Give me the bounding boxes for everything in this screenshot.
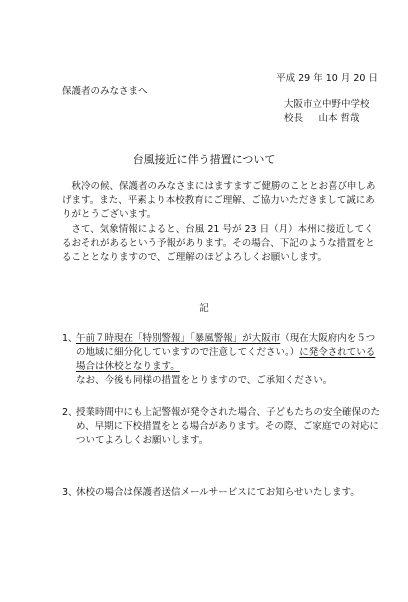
item-text: 授業時間中にも上記警報が発令された場合、子どもたちの安全確保のため、早期に下校措置をとる場合があります。その際、ご家庭での対応についてよろしくお願いします。 (76, 407, 381, 446)
principal-name: 校長 山本 哲哉 (284, 113, 360, 124)
item-text: 休校の場合は保護者送信メールサービスにてお知らせいたします。 (76, 487, 360, 498)
school-name: 大阪市立中野中学校 (284, 99, 370, 110)
list-item-3 (62, 486, 380, 500)
region-note: （現在大阪府内を５つの地域に細分化していますので注意してください。） (76, 333, 376, 358)
list-item-1 (62, 332, 380, 388)
issue-date: 平成 29 年 10 月 20 日 (276, 73, 378, 84)
item-number: 3、 (62, 487, 78, 498)
notice-paragraph: さて、気象情報によると、台風 21 号が 23 日（月）本州に接近してくるおそれがあるという予報があります。その場合、下記のような措置をとることとなりますので、ご理解のほどよろしくお願いします。 (62, 224, 375, 263)
recipient: 保護者のみなさまへ (62, 86, 148, 97)
list-item-2 (62, 406, 380, 448)
document-title: 台風接近に伴う措置について (132, 153, 276, 166)
item-number: 2、 (62, 407, 78, 418)
ki-heading: 記 (199, 303, 209, 314)
item-body (76, 332, 380, 388)
item-number: 1、 (62, 333, 78, 344)
closure-result: に発令されている場合は休校となります。 (76, 347, 376, 372)
future-note: なお、今後も同様の措置をとりますので、ご承知ください。 (76, 375, 333, 386)
closure-condition: 午前７時現在「特別警報」「暴風警報」が大阪市 (76, 333, 281, 344)
greeting-paragraph: 秋冷の候、保護者のみなさまにはますますご健勝のこととお喜び申しあげます。また、平素より本校教育にご理解、ご協力いただきまして誠にありがとうございます。 (62, 181, 376, 220)
